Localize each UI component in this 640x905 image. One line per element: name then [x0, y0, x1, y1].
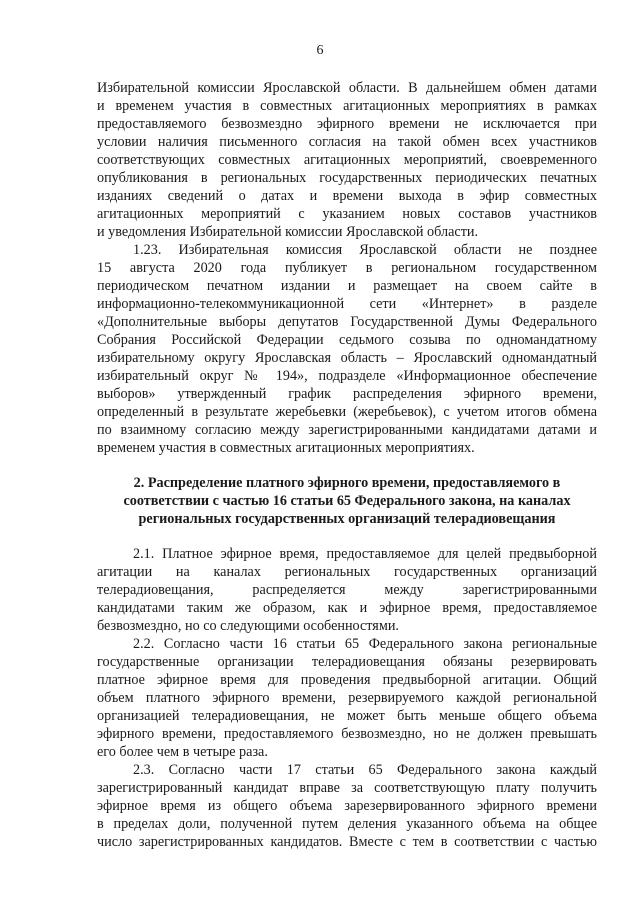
section-heading: региональных государственных организаций телерадиовещания — [138, 511, 556, 527]
text-line: агитационных мероприятий с указанием новых составов участников — [97, 206, 597, 222]
section-heading: 2. Распределение платного эфирного времени, предоставляемого в — [133, 475, 561, 491]
paragraph-2-1-first-line: 2.1. Платное эфирное время, предоставляемое для целей предвыборной — [133, 546, 597, 562]
text-line: эфирного времени, предоставляемого безвозмездно, но не должен превышать — [97, 726, 597, 742]
text-line: 15 августа 2020 года публикует в региональном государственном — [97, 260, 597, 276]
text-line: избирательный округ № 194», подразделе «Информационное обеспечение — [97, 368, 597, 384]
text-line: опубликования в региональных государственных периодических печатных — [97, 170, 597, 186]
text-line: периодическом печатном издании и размещает на своем сайте в — [97, 278, 597, 294]
text-line: временем участия в совместных агитационных мероприятиях. — [97, 440, 475, 456]
text-line: телерадиовещания, распределяется между зарегистрированными — [97, 582, 597, 598]
text-line: «Дополнительные выборы депутатов Государственной Думы Федерального — [97, 314, 597, 330]
text-line: платное эфирное время для проведения предвыборной агитации. Общий — [97, 672, 597, 688]
text-line: кандидатами таким же образом, как и эфирное время, предоставляемое — [97, 600, 597, 616]
text-line: выборов» утвержденный график распределения эфирного времени, — [97, 386, 597, 402]
text-line: условии наличия письменного согласия на такой обмен всех участников — [97, 134, 597, 150]
text-line: государственные организации телерадиовещания обязаны резервировать — [97, 654, 597, 670]
text-line: информационно-телекоммуникационной сети «Интернет» в разделе — [97, 296, 597, 312]
text-line: и уведомления Избирательной комиссии Ярославской области. — [97, 224, 479, 240]
text-line: агитации на каналах региональных государственных организаций — [97, 564, 597, 580]
text-line: Собрания Российской Федерации седьмого созыва по одномандатному — [97, 332, 597, 348]
text-line: определенный в результате жеребьевки (жеребьевок), с учетом итогов обмена — [97, 404, 597, 420]
text-line: изданиях сведений о датах и времени выхода в эфир совместных — [97, 188, 597, 204]
paragraph-2-2-first-line: 2.2. Согласно части 16 статьи 65 Федерального закона региональные — [133, 636, 597, 652]
text-line: в пределах доли, полученной путем деления указанного объема на общее — [97, 816, 597, 832]
section-heading: соответствии с частью 16 статьи 65 Федерального закона, на каналах — [123, 493, 571, 509]
text-line: безвозмездно, но со следующими особенностями. — [97, 618, 399, 634]
text-line: избирательному округу Ярославская область – Ярославский одномандатный — [97, 350, 597, 366]
text-line: по взаимному согласию между зарегистрированными кандидатами датами и — [97, 422, 597, 438]
text-line: число зарегистрированных кандидатов. Вместе с тем в соответствии с частью — [97, 834, 597, 850]
text-line: зарегистрированный кандидат вправе за соответствующую плату получить — [97, 780, 597, 796]
text-line: объем платного эфирного времени, резервируемого каждой региональной — [97, 690, 597, 706]
paragraph-2-3-first-line: 2.3. Согласно части 17 статьи 65 Федерального закона каждый — [133, 762, 597, 778]
text-line: эфирное время из общего объема зарезервированного эфирного времени — [97, 798, 597, 814]
page-number: 6 — [316, 43, 324, 58]
text-line: соответствующих совместных агитационных мероприятий, своевременного — [97, 152, 597, 168]
paragraph-1-23-first-line: 1.23. Избирательная комиссия Ярославской области не позднее — [133, 242, 597, 258]
text-line: Избирательной комиссии Ярославской области. В дальнейшем обмен датами — [97, 80, 597, 96]
text-line: его более чем в четыре раза. — [97, 744, 268, 760]
text-line: предоставляемого безвозмездно эфирного времени не исключается при — [97, 116, 597, 132]
text-line: и временем участия в совместных агитационных мероприятиях в рамках — [97, 98, 597, 114]
text-line: организацией телерадиовещания, не может быть меньше общего объема — [97, 708, 597, 724]
